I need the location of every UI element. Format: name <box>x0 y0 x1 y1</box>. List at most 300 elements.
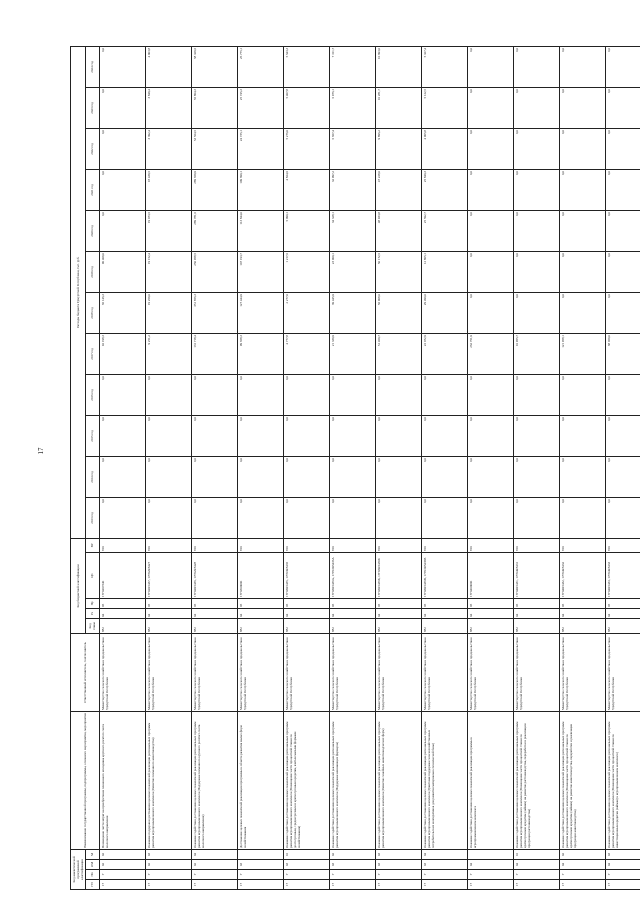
cell-vr: 810 <box>468 538 514 552</box>
cell-pr: 05 <box>238 598 284 608</box>
cell-expense: 7 311,7 <box>330 46 376 87</box>
cell-gp: 17 <box>238 880 284 890</box>
cell-pr: 05 <box>514 598 560 608</box>
cell-expense: 6 976,1 <box>330 87 376 128</box>
cell-vr: 810 <box>284 538 330 552</box>
cell-rz: 04 <box>560 608 606 618</box>
cell-responsible: Министерство сельского хозяйства и продовольствия Удмуртской Республики <box>330 633 376 711</box>
cell-expense: 26 775,1 <box>238 46 284 87</box>
cell-expense: 0,0 <box>606 210 640 251</box>
cell-expense: 0,0 <box>284 456 330 497</box>
header-row-1 <box>71 46 86 889</box>
cell-expense: 0,0 <box>468 87 514 128</box>
cell-gp: 17 <box>146 880 192 890</box>
cell-expense: 90 409,0 <box>100 251 146 292</box>
cell-pp: Г <box>192 870 238 880</box>
cell-expense: 0,0 <box>514 210 560 251</box>
cell-pp: Г <box>376 870 422 880</box>
page-number: 17 <box>37 447 45 455</box>
cell-pp: Г <box>100 870 146 880</box>
cell-expense: 10 693,0 <box>376 46 422 87</box>
header-budget-col: ЦС <box>85 552 100 598</box>
cell-rz: 04 <box>422 608 468 618</box>
cell-expense: 0,0 <box>514 415 560 456</box>
cell-expense: 262 761,9 <box>468 333 514 374</box>
cell-om: 04 <box>468 860 514 870</box>
cell-expense: 23 900,1 <box>330 251 376 292</box>
cell-expense: 25 840,3 <box>422 169 468 210</box>
cell-expense: 0,0 <box>514 46 560 87</box>
cell-expense: 0,0 <box>606 251 640 292</box>
cell-gp: 17 <box>330 880 376 890</box>
cell-expense: 0,0 <box>100 497 146 538</box>
budget-table <box>70 46 640 890</box>
cell-expense: 0,0 <box>100 374 146 415</box>
cell-rz: 04 <box>238 608 284 618</box>
cell-cs: 17Г0300000 <box>238 552 284 598</box>
cell-cs: 17Г0207340 <box>100 552 146 598</box>
header-year: 2017 год <box>85 333 100 374</box>
cell-glava: 882 <box>330 618 376 633</box>
header-year: 2022 год <box>85 128 100 169</box>
cell-cs: 17Г03R5436Б, 17Г03R5436Б <box>376 552 422 598</box>
cell-expense: 0,0 <box>100 87 146 128</box>
cell-m: 02 <box>100 849 146 859</box>
cell-pp: Г <box>560 870 606 880</box>
cell-gp: 17 <box>514 880 560 890</box>
cell-expense: 19 073,5 <box>146 210 192 251</box>
cell-m: 01 <box>514 849 560 859</box>
cell-rz: 04 <box>284 608 330 618</box>
cell-expense: 99 658,3 <box>238 333 284 374</box>
cell-expense: 0,0 <box>468 46 514 87</box>
cell-om: 03 <box>284 860 330 870</box>
cell-expense: 0,0 <box>100 46 146 87</box>
cell-expense: 0,0 <box>560 374 606 415</box>
cell-expense: 25 592,7 <box>422 210 468 251</box>
cell-expense: 58 329,6 <box>192 46 238 87</box>
cell-expense: 4 777,8 <box>284 333 330 374</box>
cell-expense: 0,0 <box>422 497 468 538</box>
header-budget-group: Код бюджетной классификации <box>71 538 86 633</box>
cell-expense: 0,0 <box>468 292 514 333</box>
cell-m <box>468 849 514 859</box>
cell-rz: 04 <box>146 608 192 618</box>
cell-expense: 0,0 <box>606 456 640 497</box>
cell-pr: 05 <box>376 598 422 608</box>
cell-expense: 107 193,7 <box>238 251 284 292</box>
cell-expense: 18 439,5 <box>146 169 192 210</box>
header-year: 2024 год <box>85 46 100 87</box>
table-row <box>238 46 284 889</box>
cell-expense: 0,0 <box>468 128 514 169</box>
cell-m: 03 <box>146 849 192 859</box>
cell-gp: 17 <box>100 880 146 890</box>
cell-m: 03 <box>606 849 640 859</box>
cell-pp: Г <box>514 870 560 880</box>
cell-expense: 0,0 <box>560 497 606 538</box>
cell-expense: 0,0 <box>514 292 560 333</box>
cell-glava: 882 <box>468 618 514 633</box>
cell-expense: 0,0 <box>606 46 640 87</box>
header-code-group: Код аналитической программной классификации <box>71 849 86 889</box>
header-code-col: ОМ <box>85 860 100 870</box>
cell-m: 04 <box>422 849 468 859</box>
cell-gp: 17 <box>468 880 514 890</box>
cell-expense: 9 896,2 <box>376 128 422 169</box>
cell-glava: 882 <box>284 618 330 633</box>
table-row <box>192 46 238 889</box>
cell-cs: 17Г03R5436А, 17Г03R5436А <box>330 552 376 598</box>
cell-vr: 810 <box>606 538 640 552</box>
cell-rz: 04 <box>330 608 376 618</box>
cell-expense: 0,0 <box>560 251 606 292</box>
cell-expense: 0,0 <box>560 128 606 169</box>
cell-pp: Г <box>468 870 514 880</box>
cell-name: Оказание поддержки достижения целевых показателей реализации региональных программ развития агропромышленного комплекса (Развитие племенного животноводства) <box>146 711 192 849</box>
cell-pr: 05 <box>560 598 606 608</box>
cell-om: 03 <box>422 860 468 870</box>
cell-expense: 0,0 <box>146 374 192 415</box>
cell-expense: 12 805,1 <box>422 251 468 292</box>
cell-expense: 131 718,4 <box>192 333 238 374</box>
cell-expense: 0,0 <box>146 456 192 497</box>
cell-expense: 25 745,3 <box>238 87 284 128</box>
header-year: 2018 год <box>85 292 100 333</box>
cell-expense: 250 958,5 <box>192 251 238 292</box>
cell-m: 02 <box>330 849 376 859</box>
cell-vr: 810 <box>238 538 284 552</box>
cell-expense: 0,0 <box>468 210 514 251</box>
cell-expense: 289 781,6 <box>192 210 238 251</box>
cell-expense: 0,0 <box>376 415 422 456</box>
table-row <box>514 46 560 889</box>
cell-om: 02 <box>100 860 146 870</box>
cell-expense: 19 152,4 <box>146 251 192 292</box>
cell-om: 04 <box>606 860 640 870</box>
cell-expense: 0,0 <box>606 497 640 538</box>
cell-m: 02 <box>560 849 606 859</box>
cell-expense: 0,0 <box>560 46 606 87</box>
cell-expense: 53 564,5 <box>192 128 238 169</box>
cell-expense: 121 958,1 <box>560 333 606 374</box>
cell-expense: 1 217,6 <box>284 251 330 292</box>
cell-expense: 0,0 <box>330 456 376 497</box>
cell-name: Оказание содействия достижению целевых показателей реализации программы в агропромышленном комплексе <box>468 711 514 849</box>
cell-gp: 17 <box>560 880 606 890</box>
header-budget-col: Пр <box>85 598 100 608</box>
header-budget-col: Код главы <box>85 618 100 633</box>
cell-expense: 19 269,0 <box>146 292 192 333</box>
cell-expense: 0,0 <box>376 456 422 497</box>
cell-responsible: Министерство сельского хозяйства и продовольствия Удмуртской Республики <box>422 633 468 711</box>
table-row <box>606 46 640 889</box>
cell-expense: 0,0 <box>100 128 146 169</box>
table-row <box>560 46 606 889</box>
table-row <box>330 46 376 889</box>
cell-responsible: Министерство сельского хозяйства и продовольствия Удмуртской Республики <box>606 633 640 711</box>
cell-glava: 882 <box>514 618 560 633</box>
cell-expense: 0,0 <box>284 415 330 456</box>
cell-expense: 0,0 <box>100 415 146 456</box>
cell-m <box>238 849 284 859</box>
table-header <box>71 46 100 889</box>
cell-gp: 17 <box>606 880 640 890</box>
cell-responsible: Министерство сельского хозяйства и продовольствия Удмуртской Республики <box>376 633 422 711</box>
table-row <box>284 46 330 889</box>
cell-name: Оказание содействия достижению целевых показателей реализации региональных программ развития агропромышленного комплекса (Поддержка начинающих фермеров) <box>330 711 376 849</box>
cell-expense: 5 407,8 <box>284 87 330 128</box>
table-body <box>100 46 640 889</box>
cell-expense: 0,0 <box>238 456 284 497</box>
cell-vr: 810 <box>560 538 606 552</box>
cell-expense: 6 667,4 <box>330 128 376 169</box>
cell-cs: 17Г02R5437, 17Г02R5427 <box>146 552 192 598</box>
cell-pp: Г <box>238 870 284 880</box>
cell-expense: 109 690,1 <box>238 169 284 210</box>
header-year: 2019 год <box>85 251 100 292</box>
cell-glava: 882 <box>422 618 468 633</box>
rotated-page <box>70 47 619 890</box>
table-row <box>468 46 514 889</box>
cell-expense: 0,0 <box>422 374 468 415</box>
cell-pp: Г <box>422 870 468 880</box>
cell-expense: 4 824,6 <box>284 169 330 210</box>
cell-glava: 882 <box>146 618 192 633</box>
cell-expense: 0,0 <box>560 210 606 251</box>
cell-pr: 05 <box>606 598 640 608</box>
cell-expense: 0,0 <box>514 497 560 538</box>
cell-pr: 05 <box>146 598 192 608</box>
cell-expense: 5 122,5 <box>422 87 468 128</box>
cell-expense: 4 905,8 <box>422 128 468 169</box>
cell-gp: 17 <box>192 880 238 890</box>
cell-expense: 0,0 <box>192 456 238 497</box>
cell-cs: 17Г02R5436, 17Г02R5428 <box>192 552 238 598</box>
cell-expense: 0,0 <box>560 87 606 128</box>
cell-expense: 0,0 <box>560 169 606 210</box>
header-name: Наименование государственной программы, подпрограммы, основного мероприятия, мероприятия <box>71 711 100 849</box>
cell-expense: 0,0 <box>468 251 514 292</box>
cell-expense: 5 276,0 <box>284 128 330 169</box>
header-year: 2015 год <box>85 415 100 456</box>
cell-pr: 05 <box>422 598 468 608</box>
cell-name: Оказание содействия достижению целевых показателей реализации региональных программ развития агропромышленного комплекса (Возмещение части процентной ставки по инвестиционным кредитам (займам) в агропромышленном комплексе) <box>606 711 640 849</box>
cell-expense: 0,0 <box>100 456 146 497</box>
cell-expense: 127 444,9 <box>238 292 284 333</box>
header-code-col: Пп <box>85 870 100 880</box>
cell-expense: 351 856,3 <box>192 292 238 333</box>
cell-vr: 810 <box>422 538 468 552</box>
header-year: 2023 год <box>85 87 100 128</box>
cell-expense: 0,0 <box>560 415 606 456</box>
cell-expense: 0,0 <box>330 497 376 538</box>
cell-glava: 882 <box>238 618 284 633</box>
cell-expense: 0,0 <box>514 128 560 169</box>
cell-glava: 882 <box>606 618 640 633</box>
cell-pr: 05 <box>330 598 376 608</box>
cell-expense: 0,0 <box>192 415 238 456</box>
cell-responsible: Министерство сельского хозяйства и продовольствия Удмуртской Республики <box>192 633 238 711</box>
cell-expense: 0,0 <box>146 497 192 538</box>
cell-expense: 0,0 <box>606 169 640 210</box>
cell-vr: 810 <box>514 538 560 552</box>
cell-expense: 0,0 <box>560 456 606 497</box>
cell-expense: 68 059,0 <box>606 333 640 374</box>
cell-expense: 0,0 <box>146 415 192 456</box>
cell-expense: 0,0 <box>468 497 514 538</box>
header-year: 2021 год <box>85 169 100 210</box>
cell-expense: 21 339,9 <box>330 333 376 374</box>
cell-expense: 0,0 <box>514 251 560 292</box>
cell-expense: 39 445,9 <box>330 292 376 333</box>
cell-pp: Г <box>606 870 640 880</box>
cell-expense: 3 849,4 <box>146 87 192 128</box>
cell-rz: 04 <box>606 608 640 618</box>
cell-expense: 0,0 <box>100 210 146 251</box>
header-year: 2016 год <box>85 374 100 415</box>
cell-cs: 17Г04R5431, 17Г04R5431 <box>514 552 560 598</box>
cell-m: 01 <box>284 849 330 859</box>
cell-pp: Г <box>284 870 330 880</box>
cell-rz: 04 <box>468 608 514 618</box>
header-year: 2014 год <box>85 456 100 497</box>
cell-om: 02 <box>192 860 238 870</box>
cell-gp: 17 <box>284 880 330 890</box>
cell-expense: 0,0 <box>192 497 238 538</box>
table-row <box>376 46 422 889</box>
header-responsible: Ответственный исполнитель, соисполнитель <box>71 633 100 711</box>
cell-expense: 0,0 <box>100 169 146 210</box>
cell-vr: 810 <box>100 538 146 552</box>
cell-expense: 0,0 <box>422 456 468 497</box>
cell-expense: 92 198,3 <box>100 333 146 374</box>
cell-cs: 17Г0400000 <box>468 552 514 598</box>
cell-name: Достижение целевых показателей реализации программы в области развития малых форм хозяйствования <box>238 711 284 849</box>
cell-name: Оказание содействия достижению целевых показателей реализации региональных программ развития агропромышленного комплекса (Поддержка племенного крупного рогатого скота молочного направления) <box>192 711 238 849</box>
cell-expense: 0,0 <box>606 374 640 415</box>
cell-expense: 0,0 <box>422 415 468 456</box>
cell-cs: 17Г04R5433, 17Г04R5433 <box>606 552 640 598</box>
cell-expense: 0,0 <box>514 374 560 415</box>
cell-expense: 55 804,3 <box>192 87 238 128</box>
cell-expense: 66 146,3 <box>100 292 146 333</box>
cell-expense: 5 090,1 <box>284 210 330 251</box>
cell-om: 02 <box>146 860 192 870</box>
cell-expense: 0,0 <box>514 169 560 210</box>
cell-expense: 0,0 <box>468 415 514 456</box>
cell-vr: 810 <box>376 538 422 552</box>
cell-expense: 2 277,0 <box>284 292 330 333</box>
cell-glava: 882 <box>560 618 606 633</box>
cell-expense: 22 072,9 <box>422 333 468 374</box>
cell-expense: 0,0 <box>238 497 284 538</box>
cell-expense: 51 469,7 <box>376 333 422 374</box>
cell-name: Оказание содействия достижению целевых показателей реализации региональных программ развития агропромышленного комплекса (Грантовая поддержка сельскохозяйственных потребительских кооперативов для развития материально-технической базы) <box>422 711 468 849</box>
cell-expense: 0,0 <box>606 292 640 333</box>
cell-cs: 17Г04R5432, 17Г04R5432 <box>560 552 606 598</box>
cell-rz: 04 <box>192 608 238 618</box>
cell-expense: 10 955,7 <box>514 333 560 374</box>
cell-expense: 0,0 <box>376 374 422 415</box>
cell-expense: 48 933,8 <box>376 210 422 251</box>
cell-om: 03 <box>330 860 376 870</box>
cell-name: Оказание содействия достижению целевых показателей реализации региональных программ развития агропромышленного комплекса (Возмещение части процентной ставки по краткосрочным кредитам (займам) на развитие растениеводства, переработки и реализации продукции растениеводства) <box>514 711 560 849</box>
cell-expense: 56 908,0 <box>376 292 422 333</box>
header-year: 2020 год <box>85 210 100 251</box>
cell-responsible: Министерство сельского хозяйства и продовольствия Удмуртской Республики <box>468 633 514 711</box>
cell-om: 03 <box>376 860 422 870</box>
header-code-col: М <box>85 849 100 859</box>
cell-om: 03 <box>238 860 284 870</box>
cell-expense: 0,0 <box>606 415 640 456</box>
cell-vr: 810 <box>330 538 376 552</box>
cell-rz: 04 <box>376 608 422 618</box>
cell-expense: 5 327,4 <box>422 46 468 87</box>
cell-expense: 289 659,9 <box>192 169 238 210</box>
cell-responsible: Министерство сельского хозяйства и продовольствия Удмуртской Республики <box>284 633 330 711</box>
cell-glava: 882 <box>376 618 422 633</box>
cell-responsible: Министерство сельского хозяйства и продовольствия Удмуртской Республики <box>514 633 560 711</box>
header-budget-col: Рз <box>85 608 100 618</box>
cell-pr: 05 <box>100 598 146 608</box>
cell-expense: 0,0 <box>284 374 330 415</box>
cell-expense: 5 543,3 <box>284 46 330 87</box>
cell-expense: 0,0 <box>514 87 560 128</box>
cell-rz: 04 <box>514 608 560 618</box>
cell-expense: 0,0 <box>192 374 238 415</box>
cell-pr: 05 <box>192 598 238 608</box>
cell-expense: 34 328,1 <box>330 210 376 251</box>
cell-vr: 810 <box>192 538 238 552</box>
cell-expense: 0,0 <box>330 415 376 456</box>
cell-expense: 29 490,0 <box>422 292 468 333</box>
cell-pp: Г <box>146 870 192 880</box>
cell-expense: 10 281,7 <box>376 87 422 128</box>
cell-gp: 17 <box>376 880 422 890</box>
cell-vr: 810 <box>146 538 192 552</box>
cell-expense: 3 392,4 <box>146 128 192 169</box>
cell-expense: 0,0 <box>468 169 514 210</box>
cell-m: 03 <box>376 849 422 859</box>
table-row <box>100 46 146 889</box>
cell-expense: 0,0 <box>560 292 606 333</box>
cell-m: 04 <box>192 849 238 859</box>
cell-gp: 17 <box>422 880 468 890</box>
cell-name: Оказание содействия достижению целевых показателей реализации региональных программ развития агропромышленного комплекса (Развитие семейных животноводческих ферм) <box>376 711 422 849</box>
cell-rz: 04 <box>100 608 146 618</box>
cell-expense: 0,0 <box>606 128 640 169</box>
cell-expense: 32 997,2 <box>330 169 376 210</box>
cell-glava: 882 <box>100 618 146 633</box>
cell-expense: 0,0 <box>376 497 422 538</box>
table-row <box>422 46 468 889</box>
cell-expense: 24 735,1 <box>238 128 284 169</box>
cell-pr: 05 <box>284 598 330 608</box>
cell-responsible: Министерство сельского хозяйства и продовольствия Удмуртской Республики <box>100 633 146 711</box>
cell-responsible: Министерство сельского хозяйства и продовольствия Удмуртской Республики <box>238 633 284 711</box>
cell-expense: 113 844,0 <box>238 210 284 251</box>
cell-expense: 47 228,0 <box>376 169 422 210</box>
cell-pp: Г <box>330 870 376 880</box>
cell-name: Возмещение части затрат на приобретение племенного молодняка крупного рогатого скота молочного направления <box>100 711 146 849</box>
cell-expense: 4 903,8 <box>146 46 192 87</box>
cell-expense: 0,0 <box>238 415 284 456</box>
cell-responsible: Министерство сельского хозяйства и продовольствия Удмуртской Республики <box>560 633 606 711</box>
cell-expense: 0,0 <box>284 497 330 538</box>
cell-expense: 9 251,2 <box>146 333 192 374</box>
cell-name: Оказание содействия достижению целевых показателей реализации региональных программ развития агропромышленного комплекса (Возмещение части процентной ставки по долгосрочным, среднесрочным и краткосрочным кредитам, взятым малыми формами хозяйствования) <box>284 711 330 849</box>
